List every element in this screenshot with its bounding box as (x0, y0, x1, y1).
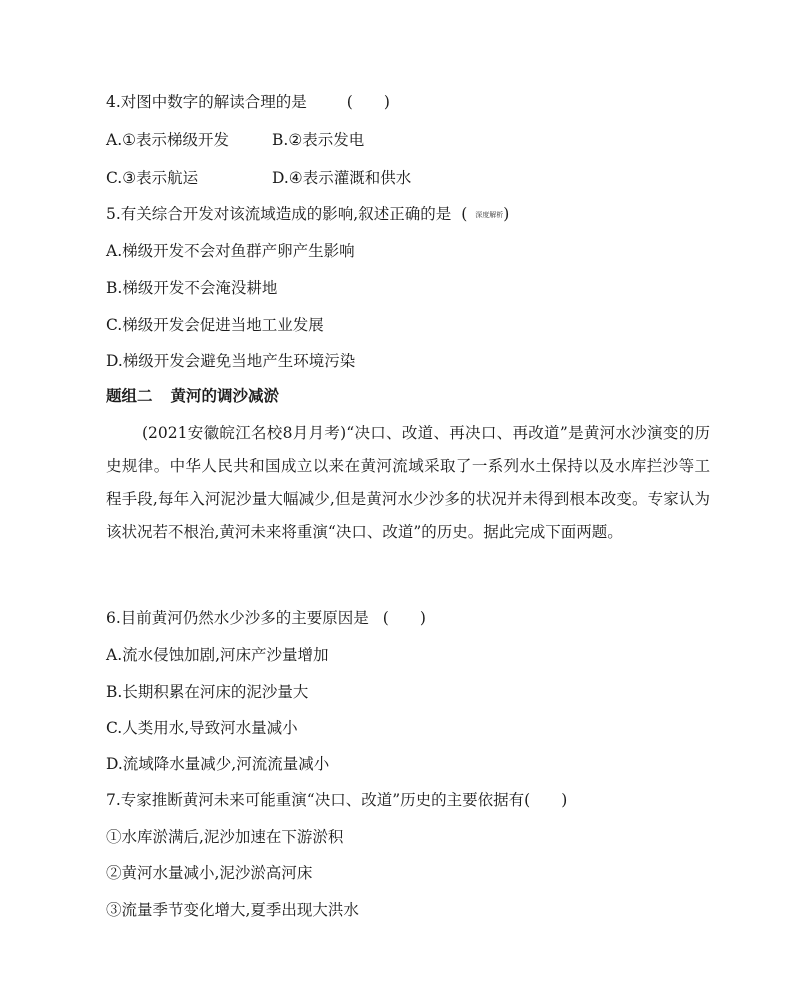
analysis-tag: 深度解析 (475, 211, 504, 219)
answer-bracket: ( ) (524, 791, 568, 809)
option-d: D.④表示灌溉和供水 (272, 169, 412, 187)
statement-2: ②黄河水量减小,泥沙淤高河床 (106, 864, 313, 882)
question-7-stem (106, 790, 567, 810)
option-d: D.梯级开发会避免当地产生环境污染 (106, 352, 356, 370)
question-6-stem (106, 608, 426, 628)
question-7-text: 7.专家推断黄河未来可能重演“决口、改道”历史的主要依据有 (106, 791, 525, 809)
statement-1: ①水库淤满后,泥沙加速在下游淤积 (106, 828, 344, 846)
section-label: 题组二 (106, 387, 153, 405)
option-c: C.梯级开发会促进当地工业发展 (106, 316, 324, 334)
reading-passage (106, 417, 710, 549)
statement-3: ③流量季节变化增大,夏季出现大洪水 (106, 901, 359, 919)
question-5-stem (106, 204, 509, 224)
option-a: A.梯级开发不会对鱼群产卵产生影响 (106, 242, 355, 260)
option-c: C.人类用水,导致河水量减小 (106, 719, 298, 737)
question-4-stem (106, 92, 390, 112)
option-d: D.流域降水量减少,河流流量减小 (106, 755, 330, 773)
section-heading (106, 386, 279, 406)
question-5-text: 5.有关综合开发对该流域造成的影响,叙述正确的是 (106, 205, 452, 223)
answer-bracket-close: ) (503, 205, 510, 223)
passage-text: (2021安徽皖江名校8月月考)“决口、改道、再决口、再改道”是黄河水沙演变的历史规律。中华人民共和国成立以来在黄河流域采取了一系列水土保持以及水库拦沙等工程手段,每年入河泥沙量大幅减少,但是黄河水少沙多的状况并未得到根本改变。专家认为该状况若不根治,黄河未来将重演“决口、改道”的历史。据此完成下面两题。 (106, 424, 710, 541)
option-b: B.长期积累在河床的泥沙量大 (106, 683, 309, 701)
answer-bracket: ( ) (346, 93, 390, 111)
option-b: B.梯级开发不会淹没耕地 (106, 279, 278, 297)
answer-bracket-open: ( (461, 205, 468, 223)
section-title: 黄河的调沙减淤 (170, 387, 280, 405)
option-b: B.②表示发电 (272, 131, 365, 149)
answer-bracket: ( ) (382, 609, 426, 627)
question-4-text: 4.对图中数字的解读合理的是 (106, 93, 307, 111)
option-a: A.①表示梯级开发 (106, 131, 230, 149)
option-c: C.③表示航运 (106, 169, 199, 187)
question-6-text: 6.目前黄河仍然水少沙多的主要原因是 (106, 609, 369, 627)
option-a: A.流水侵蚀加剧,河床产沙量增加 (106, 646, 329, 664)
